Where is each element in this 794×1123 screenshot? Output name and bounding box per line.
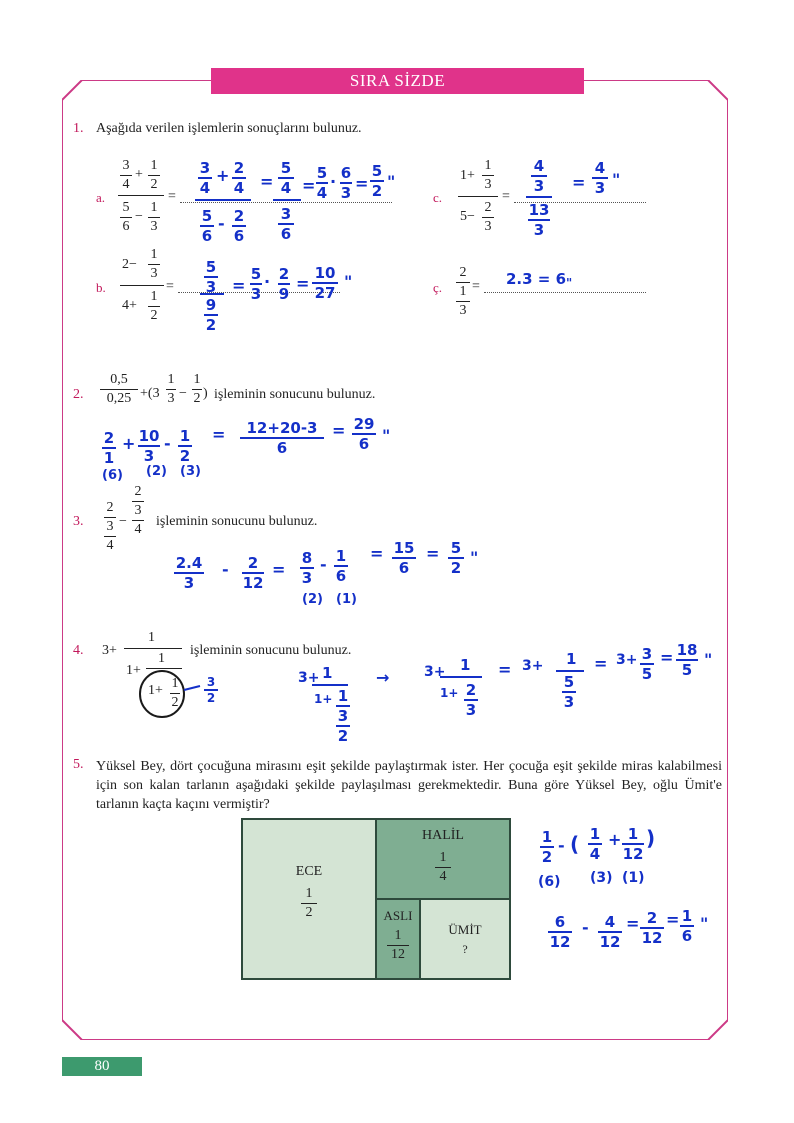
q2-n3: 1 (193, 372, 201, 387)
cell-halil-n: 1 (439, 850, 447, 865)
hw-q4-s3frac: 5 3 (563, 673, 575, 711)
q1c-t2: 5 (460, 209, 467, 224)
hw-q5-minus: - (558, 836, 565, 855)
q2-d1: 0,25 (106, 391, 132, 406)
hw-q4-s2a: 3+ (424, 664, 446, 680)
hw-q3-eq2: = (370, 544, 384, 563)
hw-q1a-eq1: = (260, 172, 274, 191)
hw-q1a-g1: 5 6 (201, 207, 213, 245)
hw-q4-eq3: = (660, 648, 674, 667)
hw-q1b-eq2: = (296, 274, 310, 293)
q2-d2: 3 (167, 391, 175, 406)
hw-q4-s2frac: 2 3 (465, 681, 477, 719)
hw-q1a-plus: + (216, 166, 230, 185)
q1a-op1: + (135, 167, 143, 182)
q1b-n1: 1 (150, 247, 158, 262)
q3-n2: 2 (134, 484, 142, 499)
hw-q5-f: 2 12 (641, 909, 663, 947)
hw-q2-plus: + (122, 434, 136, 453)
hw-q4-circle (138, 670, 208, 722)
q1cc-dn: 1 (459, 284, 467, 299)
cell-ece-name: ECE (295, 864, 323, 879)
cell-halil-d: 4 (439, 869, 447, 884)
q1c-n2: 2 (484, 200, 492, 215)
hw-q3-res: 5 2 (448, 540, 464, 576)
q3-n1: 2 (106, 500, 114, 515)
cell-asli-name: ASLI (383, 908, 413, 923)
q2-expression (100, 372, 212, 418)
q1c-d2: 3 (484, 219, 492, 234)
hw-q2-m3: (3) (180, 464, 201, 479)
q1b-op1: − (129, 257, 137, 272)
hw-q2-c: 1 2 (179, 427, 191, 465)
hw-q4-res: 18 5 (676, 641, 698, 679)
q1cc-expression (456, 265, 472, 329)
hw-q2-minus: - (164, 434, 171, 453)
hw-q1b-res: 10 27 (312, 265, 338, 301)
hw-q3-minus2: - (320, 555, 327, 574)
hw-q5-res: 1 6 (681, 907, 693, 945)
q1a-label: a. (96, 190, 106, 205)
q1b-d1: 3 (150, 266, 158, 281)
q1-text: Aşağıda verilen işlemlerin sonuçlarını bulunuz. (96, 121, 362, 136)
q1b-label: b. (96, 280, 106, 295)
q1a-d3: 6 (122, 219, 130, 234)
hw-q5-a: 1 2 (541, 828, 553, 866)
hw-q4-s1a: 3+ (298, 670, 320, 686)
hw-q4-s2n: 1 (460, 656, 471, 674)
cell-umit-q: ? (462, 942, 468, 956)
hw-q1b-a: 5 3 (205, 258, 217, 296)
hw-q4-eq2: = (594, 654, 608, 673)
hw-q1a-p1: 5 4 (316, 164, 328, 202)
hw-q5-e: 4 12 (599, 913, 621, 951)
hw-q5-m1: (6) (538, 874, 561, 890)
q1b-n2: 1 (150, 289, 158, 304)
hw-q3-e: 15 6 (393, 539, 415, 577)
q1b-d2: 2 (150, 308, 158, 323)
hw-q5-mark: " (700, 914, 709, 933)
q1b-t2: 4 (122, 298, 129, 313)
hw-q2-mark: " (382, 426, 391, 445)
hw-q5-close: ) (646, 826, 656, 850)
hw-q5-minus2: - (582, 918, 589, 937)
hw-q3-minus: - (222, 560, 229, 579)
q2-open: (3 (147, 386, 160, 401)
q1a-op2: − (135, 209, 143, 224)
q4-one2: 1 (158, 651, 165, 666)
q1-number: 1. (73, 121, 84, 136)
q2-text: işleminin sonucunu bulunuz. (214, 387, 376, 402)
hw-q1c-b: 13 3 (528, 201, 550, 239)
q1a-n1: 3 (122, 158, 130, 173)
hw-q4-s2b: 1+ (440, 686, 459, 700)
cell-halil (375, 818, 511, 900)
hw-q2-m1: (6) (102, 468, 123, 483)
hw-q1cc-mark: " (566, 276, 573, 290)
q1a-n3: 5 (122, 200, 130, 215)
q3-d1: 4 (106, 538, 114, 553)
q1a-d2: 2 (150, 177, 158, 192)
cell-umit (419, 898, 511, 980)
cell-ece-n: 1 (305, 886, 313, 901)
q4-two: 2 (171, 695, 179, 710)
hw-q3-b: 2 12 (242, 554, 264, 592)
q2-n2: 1 (167, 372, 175, 387)
q1c-label: c. (433, 190, 443, 205)
hw-q3-eq1: = (272, 560, 286, 579)
q4-one: 1 (148, 630, 155, 645)
q1a-d4: 3 (150, 219, 158, 234)
hw-q1c-mark: " (612, 170, 621, 189)
hw-q3-mark: " (470, 548, 479, 567)
hw-q5-eq2: = (666, 910, 680, 929)
hw-q4-s3n: 1 (566, 650, 577, 668)
hw-q4-s1b: 1+ (314, 692, 333, 706)
hw-q2-m2: (2) (146, 464, 167, 479)
q4-three: 3+ (102, 643, 117, 658)
q3-d2: 4 (134, 522, 142, 537)
q4-number: 4. (73, 643, 84, 658)
land-division-diagram (241, 818, 511, 980)
hw-q1a-g2: 2 6 (233, 207, 245, 245)
hw-q1a-eq2: = (302, 176, 316, 195)
hw-q2-res: 29 6 (353, 415, 375, 453)
hw-q1a-r2: 3 6 (278, 206, 294, 242)
q4-one3: 1 (171, 676, 179, 691)
hw-q4-s3a: 3+ (522, 658, 544, 674)
q1a-n4: 1 (150, 200, 158, 215)
q5-number: 5. (73, 757, 84, 772)
hw-q1a-mark: " (387, 172, 396, 191)
q1b-t1: 2 (122, 257, 129, 272)
hw-q5-d: 6 12 (549, 913, 571, 951)
hw-q1cc: 2.3 = 6 (506, 270, 567, 288)
hw-q5-m3: (1) (622, 870, 645, 886)
hw-q3-d: 1 6 (335, 547, 347, 585)
hw-q4-eq1: = (498, 660, 512, 679)
hw-q2-eq1: = (212, 425, 226, 444)
hw-q3-a: 2.4 3 (175, 554, 203, 592)
q2-close: ) (203, 386, 208, 401)
q4-inner1: 1+ (126, 663, 141, 678)
hw-q4-s4frac: 3 5 (641, 645, 653, 683)
hw-q1a-f1: 3 4 (199, 159, 211, 197)
q1cc-dd: 3 (459, 303, 467, 318)
hw-q3-m2: (1) (336, 592, 357, 607)
page-number: 80 (62, 1057, 142, 1076)
hw-q5-b: 1 4 (589, 825, 601, 863)
cell-asli (375, 898, 421, 980)
q1a-expression (120, 158, 168, 238)
hw-q1a-eq3: = (355, 174, 369, 193)
q1a-equals: = (168, 189, 176, 204)
q3-text: işleminin sonucunu bulunuz. (156, 514, 318, 529)
section-banner: SIRA SİZDE (211, 68, 584, 94)
cell-umit-name: ÜMİT (448, 922, 482, 937)
hw-q2-a: 2 1 (103, 429, 115, 467)
hw-q5-plus: + (608, 830, 622, 849)
hw-q3-m1: (2) (302, 592, 323, 607)
q2-minus: − (179, 386, 187, 401)
hw-q1a-r1: 5 4 (278, 160, 294, 196)
cell-halil-name: HALİL (422, 828, 464, 843)
cell-asli-n: 1 (394, 928, 402, 943)
q3-n1b: 3 (106, 519, 114, 534)
q1a-n2: 1 (150, 158, 158, 173)
hw-q3-eq3: = (426, 544, 440, 563)
cell-asli-d: 12 (391, 947, 405, 962)
hw-q1b-p2: 2 9 (278, 265, 290, 303)
q5-text: Yüksel Bey, dört çocuğuna mirasını eşit şekilde paylaştırmak ister. Her çocuğa eşit şekilde miras kalabilmesi için son kalan tarlanın aşağıdaki şekilde paylaşılması gerekmektedir. Buna göre Yüksel Bey, oğlu Ümit'e tarlanın kaçta kaçını vermiştir? (96, 759, 722, 812)
q2-n1: 0,5 (110, 372, 128, 387)
hw-q2-fraction: 12+20-3 6 (240, 420, 324, 456)
q1cc-equals: = (472, 279, 480, 294)
q4-text: işleminin sonucunu bulunuz. (190, 643, 352, 658)
hw-q5-eq1: = (626, 914, 640, 933)
hw-q2-b: 10 3 (138, 427, 160, 465)
q4-inner2: 1+ (148, 683, 163, 698)
hw-q1a-dot: · (330, 172, 337, 191)
hw-q1a-p2: 6 3 (340, 164, 352, 202)
q1a-d1: 4 (122, 177, 130, 192)
hw-q5-open: ( (570, 832, 580, 856)
hw-q1c-res: 4 3 (592, 160, 608, 196)
q2-number: 2. (73, 387, 84, 402)
q1c-op1: + (467, 168, 475, 183)
hw-q1a-res: 5 2 (371, 162, 383, 200)
hw-q1b-dot: · (264, 272, 271, 291)
q3-number: 3. (73, 514, 84, 529)
hw-q1b-eq1: = (232, 276, 246, 295)
hw-q1b-mark: " (344, 272, 353, 291)
hw-q1b-b: 9 2 (205, 296, 217, 334)
q2-plus: + (140, 386, 148, 401)
cell-ece (241, 818, 377, 980)
q1c-op2: − (467, 209, 475, 224)
hw-q5-m2: (3) (590, 870, 613, 886)
hw-q4-s1n: 1 (322, 664, 333, 682)
hw-q5-c: 1 12 (622, 825, 644, 863)
q2-d3: 2 (193, 391, 201, 406)
hw-q2-eq2: = (332, 421, 346, 440)
q1b-op2: + (129, 298, 137, 313)
q1b-equals: = (166, 279, 174, 294)
q1c-d1: 3 (484, 177, 492, 192)
q1b-expression (120, 247, 168, 329)
cell-ece-d: 2 (305, 905, 313, 920)
q3-minus: − (119, 514, 127, 529)
hw-q4-s1nn: 1 3 2 (337, 687, 349, 745)
q1c-equals: = (502, 189, 510, 204)
q3-n2b: 3 (134, 503, 142, 518)
hw-q4-s4a: 3+ (616, 652, 638, 668)
q1cc-label: ç. (433, 280, 443, 295)
hw-q1a-f2: 2 4 (233, 159, 245, 197)
q1cc-n: 2 (459, 265, 467, 280)
hw-q1c-a: 4 3 (531, 158, 547, 194)
hw-q1a-minus: - (218, 214, 225, 233)
q1c-t1: 1 (460, 168, 467, 183)
hw-q4-arrow: → (376, 668, 390, 687)
hw-q3-c: 8 3 (301, 549, 313, 587)
hw-q4-mark: " (704, 650, 713, 669)
q3-expression (104, 484, 152, 568)
q1c-n1: 1 (484, 158, 492, 173)
hw-q1c-eq1: = (572, 173, 586, 192)
hw-q4-arrow-frac: 3 2 (204, 676, 218, 704)
hw-q1b-p1: 5 3 (250, 265, 262, 303)
